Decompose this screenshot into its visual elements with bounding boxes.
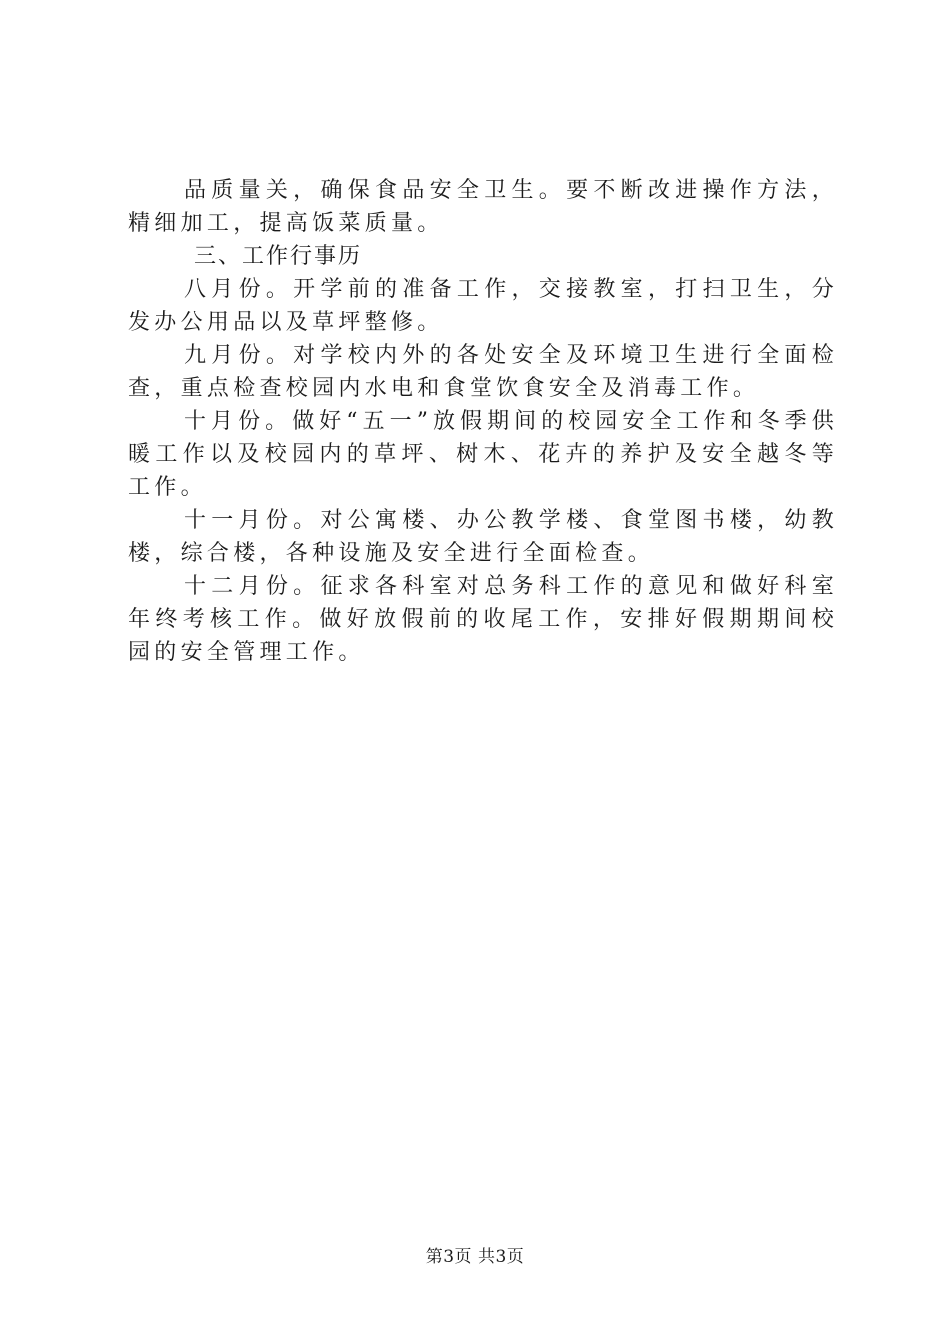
schedule-item-september: 九月份。对学校内外的各处安全及环境卫生进行全面检查，重点检查校园内水电和食堂饮食安全及消毒工作。 (128, 343, 838, 401)
schedule-item-november: 十一月份。对公寓楼、办公教学楼、食堂图书楼，幼教楼，综合楼，各种设施及安全进行全面检查。 (128, 508, 838, 566)
paragraph-continuation: 品质量关，确保食品安全卫生。要不断改进操作方法，精细加工，提高饭菜质量。 (128, 178, 838, 236)
schedule-item-december: 十二月份。征求各科室对总务科工作的意见和做好科室年终考核工作。做好放假前的收尾工作，安排好假期期间校园的安全管理工作。 (128, 574, 838, 665)
document-body (128, 174, 838, 669)
schedule-item-october: 十月份。做好“五一”放假期间的校园安全工作和冬季供暖工作以及校园内的草坪、树木、花卉的养护及安全越冬等工作。 (128, 409, 838, 500)
schedule-item-august: 八月份。开学前的准备工作，交接教室，打扫卫生，分发办公用品以及草坪整修。 (128, 277, 838, 335)
section-heading: 三、工作行事历 (194, 244, 363, 269)
page-footer: 第3页 共3页 (425, 1247, 525, 1267)
